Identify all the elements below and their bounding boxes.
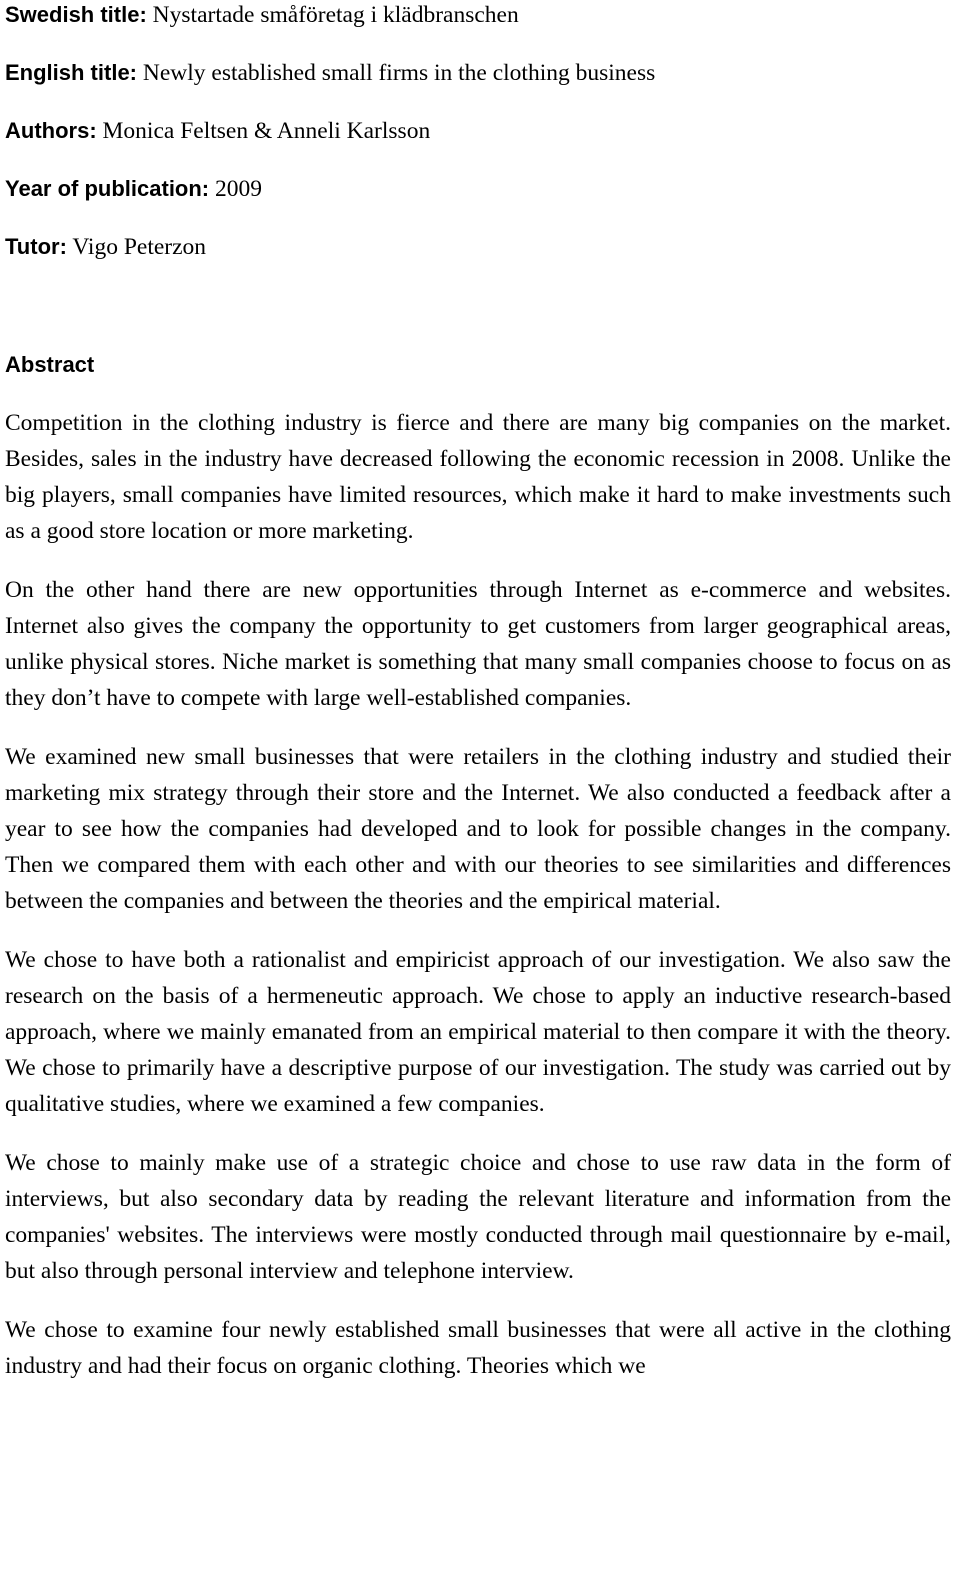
abstract-body bbox=[5, 405, 951, 1406]
authors-label: Authors: bbox=[5, 118, 97, 143]
abstract-paragraph: Competition in the clothing industry is fierce and there are many big companies on the market. Besides, sales in the industry have decreased following the economic recession in 2008. Unlike the big players, small companies have limited resources, which make it hard to make investments such as a good store location or more marketing. bbox=[5, 410, 951, 545]
year-line bbox=[5, 174, 951, 232]
year-value: 2009 bbox=[209, 176, 263, 202]
abstract-paragraph: We examined new small businesses that were retailers in the clothing industry and studied their marketing mix strategy through their store and the Internet. We also conducted a feedback after a year to see how the companies had developed and to look for possible changes in the company. Then we compared them with each other and with our theories to see similarities and differences between the companies and between the theories and the empirical material. bbox=[5, 743, 951, 915]
abstract-paragraph: We chose to examine four newly established small businesses that were all active in the clothing industry and had their focus on organic clothing. Theories which we bbox=[5, 1316, 951, 1379]
english-title-label: English title: bbox=[5, 60, 137, 85]
english-title-line bbox=[5, 58, 951, 116]
authors-value: Monica Feltsen & Anneli Karlsson bbox=[96, 118, 431, 144]
swedish-title-value: Nystartade småföretag i klädbranschen bbox=[146, 2, 519, 28]
tutor-line bbox=[5, 232, 951, 290]
year-label: Year of publication: bbox=[5, 176, 210, 201]
document-page bbox=[5, 0, 951, 1379]
abstract-paragraph: We chose to mainly make use of a strategic choice and chose to use raw data in the form of interviews, but also secondary data by reading the relevant literature and information from the companies' websites. The interviews were mostly conducted through mail questionnaire by e-mail, but also through personal interview and telephone interview. bbox=[5, 1149, 951, 1284]
authors-line bbox=[5, 116, 951, 174]
abstract-heading: Abstract bbox=[5, 352, 95, 377]
english-title-value: Newly established small firms in the clothing business bbox=[137, 60, 656, 86]
abstract-paragraph: On the other hand there are new opportunities through Internet as e-commerce and websites. Internet also gives the company the opportunity to get customers from larger geographical areas, unlike physical stores. Niche market is something that many small companies choose to focus on as they don’t have to compete with large well-established companies. bbox=[5, 576, 951, 712]
swedish-title-line bbox=[5, 0, 951, 58]
tutor-value: Vigo Peterzon bbox=[66, 234, 207, 260]
tutor-label: Tutor: bbox=[5, 234, 67, 259]
abstract-paragraph: We chose to have both a rationalist and empiricist approach of our investigation. We also saw the research on the basis of a hermeneutic approach. We chose to apply an inductive research-based approach, where we mainly emanated from an empirical material to then compare it with the theory. We chose to primarily have a descriptive purpose of our investigation. The study was carried out by qualitative studies, where we examined a few companies. bbox=[5, 946, 951, 1118]
swedish-title-label: Swedish title: bbox=[5, 2, 147, 27]
